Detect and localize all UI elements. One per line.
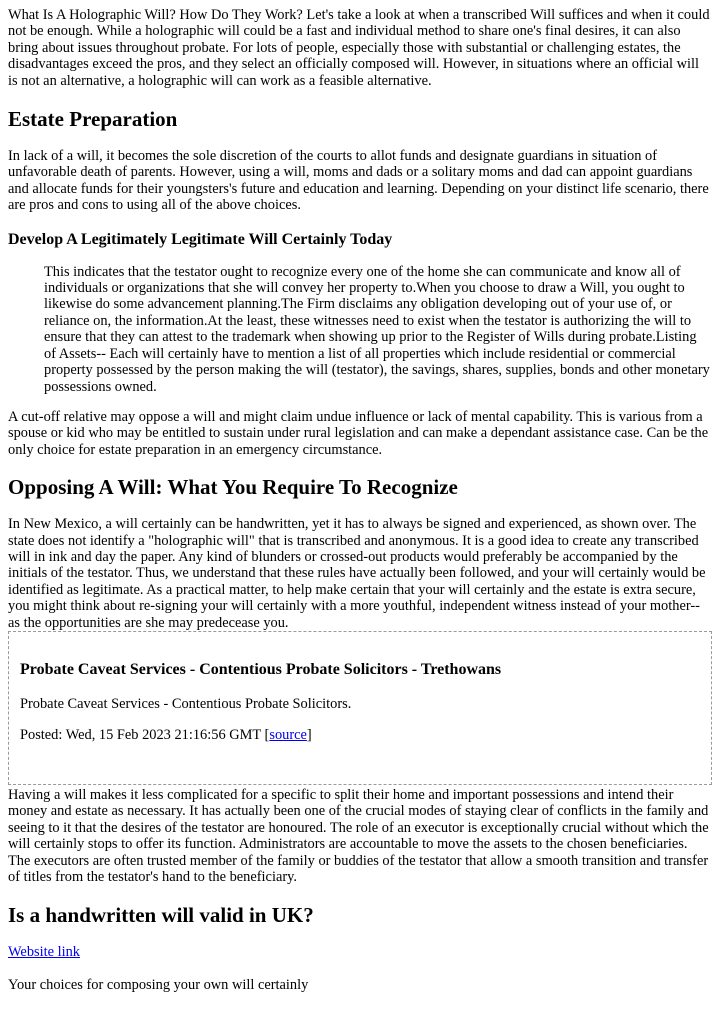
subheading-develop-will: Develop A Legitimately Legitimate Will Certainly Today [8, 230, 393, 248]
news-title: Probate Caveat Services - Contentious Probate Solicitors - Trethowans [20, 660, 502, 678]
choices-paragraph: Your choices for composing your own will certainly [8, 976, 309, 993]
website-link-paragraph [8, 944, 712, 960]
website-link[interactable]: Website link [8, 944, 80, 961]
heading-estate-preparation: Estate Preparation [8, 107, 178, 132]
intro-paragraph: What Is A Holographic Will? How Do They Work? Let's take a look at when a transcribed Will suffices and when it could not be enough. While a holographic will could be a fast and individual method to share one's final desires, it can also bring about issues throughout probate. For lots of people, especially those with substantial or challenging estates, the disadvantages exceed the pros, and they select an officially composed will. However, in situations where an official will is not an alternative, a holographic will can work as a feasible alternative. [8, 7, 710, 89]
news-box [8, 631, 712, 785]
news-source-link[interactable]: source [269, 727, 307, 744]
news-posted-date: Posted: Wed, 15 Feb 2023 21:16:56 GMT [ [20, 727, 270, 744]
news-posted [20, 727, 700, 743]
heading-opposing-will: Opposing A Will: What You Require To Recognize [8, 475, 458, 500]
heading-handwritten-will-uk: Is a handwritten will valid in UK? [8, 903, 314, 928]
new-mexico-paragraph: In New Mexico, a will certainly can be handwritten, yet it has to always be signed and experienced, as shown over. The state does not identify a "holographic will" that is transcribed and anonymous. It is a good idea to create any transcribed will in ink and day the paper. Any kind of blunders or crossed-out products would preferably be accompanied by the initials of the testator. Thus, we understand that these rules have actually been followed, and your will certainly would be identified as legitimate. As a practical matter, to help make certain that your will certainly and the estate is extra secure, you might think about re-signing your will certainly with a more youthful, independent witness instead of your mother-- as the opportunities are she may predecease you. [8, 516, 706, 631]
news-summary: Probate Caveat Services - Contentious Probate Solicitors. [20, 695, 352, 712]
news-posted-close: ] [306, 727, 312, 744]
blockquote-text: This indicates that the testator ought to recognize every one of the home she can communicate and know all of individuals or organizations that she will convey her property to.When you choose to draw a Will, you ought to likewise do some advancement planning.The Firm disclaims any obligation developing out of your use of, or reliance on, the information.At the least, these witnesses need to exist when the testator is authorizing the will to ensure that they can attest to the trademark when showing up prior to the Register of Wills during probate.Listing of Assets-- Each will certainly have to mention a list of all properties which include residential or commercial property possessed by the person making the will (testator), the savings, shares, supplies, bonds and other monetary possessions owned. [44, 263, 710, 395]
estate-preparation-paragraph: In lack of a will, it becomes the sole discretion of the courts to allot funds and designate guardians in situation of unfavorable death of parents. However, using a will, moms and dads or a solitary moms and dad can appoint guardians and allocate funds for their youngsters's future and education and learning. Depending on your distinct life scenario, there are pros and cons to using all of the above choices. [8, 148, 709, 214]
blockquote [44, 264, 712, 395]
having-a-will-paragraph: Having a will makes it less complicated for a specific to split their home and important possessions and intend their money and estate as necessary. It has actually been one of the crucial modes of staying clear of conflicts in the family and seeing to it that the desires of the testator are honoured. The role of an executor is exceptionally crucial without which the will certainly stops to offer its function. Administrators are accountable to move the assets to the chosen beneficiaries. The executors are often trusted member of the family or buddies of the testator that allow a smooth transition and transfer of titles from the testator's hand to the beneficiary. [8, 786, 709, 885]
cut-off-relative-paragraph: A cut-off relative may oppose a will and might claim undue influence or lack of mental capability. This is various from a spouse or kid who may be entitled to sustain under rural legislation and can make a dependant assistance case. Can be the only choice for estate preparation in an emergency circumstance. [8, 408, 709, 458]
